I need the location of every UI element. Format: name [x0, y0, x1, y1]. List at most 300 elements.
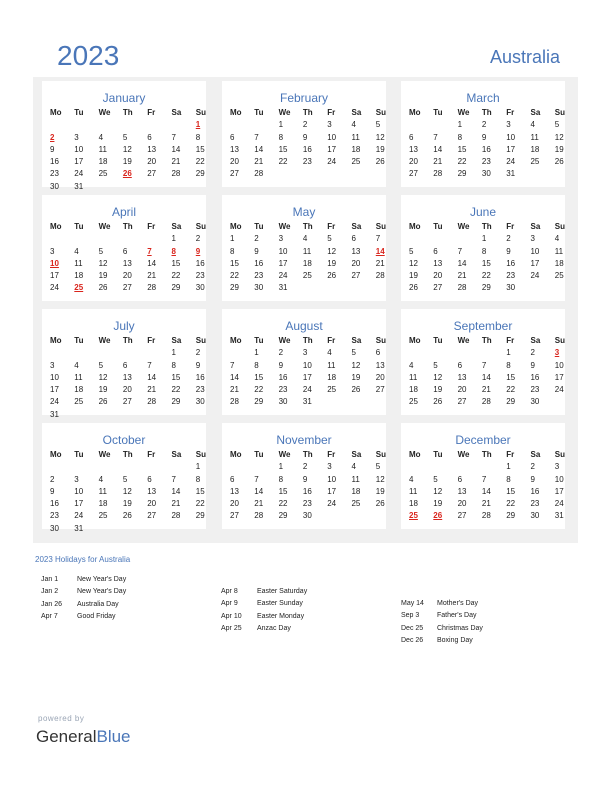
holiday-day-cell: 25	[409, 511, 418, 521]
day-cell: 26	[327, 271, 337, 281]
day-cell: 27	[375, 385, 385, 395]
weekday-header: We	[98, 222, 111, 231]
holiday-day-cell: 2	[50, 132, 55, 142]
day-cell: 18	[409, 385, 418, 395]
empty-day-cell	[123, 119, 147, 131]
day-cell: 24	[74, 169, 84, 179]
weekday-header: Tu	[74, 108, 84, 117]
day-cell: 29	[506, 397, 516, 407]
brand-blue-text: Blue	[96, 727, 131, 746]
day-cell: 19	[433, 499, 443, 509]
day-cell: 28	[254, 169, 264, 179]
day-cell: 6	[351, 234, 356, 244]
day-cell: 29	[195, 511, 205, 521]
day-cell: 20	[230, 157, 239, 167]
day-cell: 3	[554, 462, 560, 472]
day-cell: 29	[171, 283, 181, 293]
weekday-header: Mo	[409, 450, 421, 459]
day-cell: 1	[278, 462, 284, 472]
day-cell: 8	[254, 360, 259, 370]
day-cell: 18	[409, 499, 418, 509]
weekday-header: We	[457, 222, 470, 231]
day-cell: 29	[481, 283, 491, 293]
day-cell: 19	[375, 486, 385, 496]
holiday-date: Sep 3	[401, 612, 420, 620]
day-cell: 24	[327, 157, 337, 167]
weekday-header: Mo	[230, 336, 242, 345]
day-cell: 30	[506, 283, 516, 293]
day-cell: 23	[530, 385, 540, 395]
holiday-day-cell: 9	[195, 246, 201, 256]
day-cell: 27	[351, 271, 361, 281]
month-grid	[409, 449, 573, 523]
month-title: January	[102, 91, 146, 105]
day-cell: 28	[433, 169, 443, 179]
day-cell: 23	[254, 271, 264, 281]
day-cell: 12	[409, 258, 418, 268]
day-cell: 4	[530, 120, 535, 130]
day-cell: 19	[122, 499, 132, 509]
day-cell: 9	[278, 360, 284, 370]
weekday-header: Mo	[50, 108, 62, 117]
day-cell: 30	[481, 169, 491, 179]
day-cell: 6	[147, 474, 152, 484]
holiday-column-2	[221, 586, 307, 635]
day-cell: 17	[74, 157, 84, 167]
day-cell: 29	[254, 397, 264, 407]
weekday-header: Mo	[230, 222, 242, 231]
day-cell: 23	[50, 511, 59, 521]
day-cell: 24	[554, 385, 564, 395]
day-cell: 2	[195, 234, 201, 244]
day-cell: 22	[254, 385, 264, 395]
weekday-header: Mo	[50, 336, 62, 345]
empty-day-cell	[482, 347, 506, 359]
day-cell: 8	[278, 132, 284, 142]
day-cell: 22	[278, 499, 288, 509]
month-grid	[50, 221, 214, 295]
brand-general-text: General	[36, 727, 97, 746]
day-cell: 2	[481, 120, 487, 130]
day-cell: 10	[530, 246, 540, 256]
day-cell: 17	[506, 144, 516, 154]
day-cell: 21	[481, 499, 491, 509]
day-cell: 11	[351, 474, 360, 484]
holiday-date: Jan 26	[41, 600, 63, 608]
day-cell: 9	[254, 246, 259, 256]
day-cell: 5	[327, 234, 332, 244]
day-cell: 9	[302, 474, 308, 484]
empty-day-cell	[409, 233, 433, 245]
day-cell: 14	[433, 144, 443, 154]
holiday-day-cell: 7	[147, 246, 152, 256]
day-cell: 31	[74, 181, 84, 191]
weekday-header: Fr	[506, 450, 515, 459]
day-cell: 11	[302, 246, 312, 256]
weekday-header: Su	[375, 336, 387, 345]
day-cell: 14	[171, 486, 181, 496]
day-cell: 22	[171, 271, 181, 281]
day-cell: 24	[50, 283, 59, 293]
month-grid	[409, 335, 573, 409]
holiday-entry	[221, 611, 307, 623]
day-cell: 4	[98, 474, 104, 484]
holiday-date: Apr 10	[221, 612, 242, 620]
day-cell: 23	[195, 271, 205, 281]
empty-day-cell	[482, 461, 506, 473]
day-cell: 27	[147, 169, 157, 179]
day-cell: 29	[457, 169, 467, 179]
day-cell: 20	[375, 372, 385, 382]
empty-day-cell	[458, 347, 482, 359]
day-cell: 14	[230, 372, 239, 382]
day-cell: 22	[506, 385, 516, 395]
day-cell: 19	[375, 144, 385, 154]
day-cell: 7	[375, 234, 381, 244]
holiday-day-cell: 10	[50, 258, 59, 268]
month-title: February	[279, 91, 329, 105]
weekday-header: Fr	[327, 108, 336, 117]
weekday-header: Th	[122, 108, 133, 117]
day-cell: 25	[530, 157, 540, 167]
day-cell: 22	[506, 499, 516, 509]
empty-day-cell	[74, 233, 98, 245]
day-cell: 6	[230, 474, 235, 484]
day-cell: 26	[98, 283, 108, 293]
day-cell: 16	[506, 258, 516, 268]
holiday-entry	[41, 611, 126, 623]
day-cell: 12	[98, 258, 108, 268]
empty-day-cell	[147, 233, 171, 245]
day-cell: 29	[171, 397, 181, 407]
day-cell: 16	[530, 486, 540, 496]
weekday-header: Tu	[254, 336, 264, 345]
day-cell: 9	[50, 144, 55, 154]
empty-day-cell	[171, 119, 195, 131]
day-cell: 26	[375, 499, 385, 509]
weekday-header: Fr	[147, 222, 156, 231]
month-october	[42, 423, 207, 533]
day-cell: 17	[50, 385, 59, 395]
empty-day-cell	[433, 233, 457, 245]
holiday-date: Jan 1	[41, 576, 59, 583]
day-cell: 18	[327, 372, 337, 382]
day-cell: 2	[254, 234, 259, 244]
day-cell: 19	[433, 385, 443, 395]
day-cell: 10	[554, 474, 564, 484]
day-cell: 8	[481, 246, 487, 256]
empty-day-cell	[409, 119, 433, 131]
holidays-list-title: 2023 Holidays for Australia	[35, 555, 131, 564]
holiday-entry	[401, 598, 483, 610]
day-cell: 30	[302, 511, 312, 521]
day-cell: 5	[433, 474, 438, 484]
month-title: April	[111, 205, 136, 219]
holiday-entry	[401, 623, 483, 635]
weekday-header: We	[457, 450, 470, 459]
day-cell: 28	[171, 169, 181, 179]
day-cell: 31	[50, 409, 59, 419]
weekday-header: Sa	[171, 450, 182, 459]
holiday-date: Dec 25	[401, 624, 424, 632]
weekday-header: Th	[481, 108, 492, 117]
month-title: July	[113, 319, 135, 333]
day-cell: 5	[98, 360, 104, 370]
empty-day-cell	[99, 461, 123, 473]
day-cell: 16	[302, 144, 312, 154]
weekday-header: Fr	[506, 108, 515, 117]
weekday-header: Mo	[409, 108, 421, 117]
weekday-header: Fr	[506, 222, 515, 231]
day-cell: 22	[171, 385, 181, 395]
day-cell: 20	[122, 385, 132, 395]
day-cell: 26	[351, 385, 361, 395]
day-cell: 23	[302, 499, 312, 509]
day-cell: 10	[506, 132, 516, 142]
day-cell: 14	[254, 144, 264, 154]
month-title: October	[102, 433, 146, 447]
day-cell: 25	[302, 271, 312, 281]
day-cell: 7	[481, 360, 487, 370]
empty-day-cell	[123, 347, 147, 359]
day-cell: 30	[254, 283, 264, 293]
day-cell: 23	[530, 499, 540, 509]
day-cell: 21	[230, 385, 239, 395]
day-cell: 22	[481, 271, 491, 281]
month-grid	[50, 335, 214, 421]
day-cell: 19	[98, 385, 108, 395]
holiday-entry	[41, 574, 126, 586]
day-cell: 20	[433, 271, 443, 281]
month-grid	[409, 107, 573, 181]
month-grid	[409, 221, 573, 295]
day-cell: 15	[254, 372, 264, 382]
day-cell: 5	[554, 120, 560, 130]
weekday-header: Sa	[171, 222, 182, 231]
day-cell: 15	[506, 486, 516, 496]
day-cell: 17	[302, 372, 312, 382]
empty-day-cell	[171, 461, 195, 473]
day-cell: 12	[122, 144, 132, 154]
month-february	[222, 81, 386, 187]
day-cell: 31	[302, 397, 312, 407]
weekday-header: Su	[554, 222, 566, 231]
day-cell: 11	[554, 246, 564, 256]
month-grid	[50, 449, 214, 535]
day-cell: 8	[195, 132, 201, 142]
day-cell: 3	[327, 462, 332, 472]
weekday-header: Su	[554, 450, 566, 459]
holiday-entry	[221, 623, 307, 635]
month-title: November	[276, 433, 332, 447]
day-cell: 25	[351, 499, 361, 509]
day-cell: 15	[481, 258, 491, 268]
day-cell: 24	[506, 157, 516, 167]
day-cell: 9	[481, 132, 487, 142]
day-cell: 19	[351, 372, 361, 382]
empty-day-cell	[99, 119, 123, 131]
day-cell: 14	[457, 258, 467, 268]
weekday-header: Fr	[147, 450, 156, 459]
day-cell: 27	[433, 283, 443, 293]
day-cell: 15	[457, 144, 467, 154]
day-cell: 15	[278, 486, 288, 496]
day-cell: 23	[278, 385, 288, 395]
day-cell: 25	[74, 397, 84, 407]
day-cell: 4	[409, 474, 414, 484]
holiday-day-cell: 25	[74, 283, 84, 293]
holiday-name: Mother's Day	[437, 600, 479, 607]
empty-day-cell	[409, 461, 433, 473]
empty-day-cell	[50, 461, 74, 473]
day-cell: 9	[50, 486, 55, 496]
month-august	[222, 309, 386, 415]
day-cell: 2	[530, 348, 535, 358]
weekday-header: Tu	[433, 450, 443, 459]
weekday-header: Su	[195, 108, 207, 117]
day-cell: 4	[554, 234, 560, 244]
day-cell: 2	[278, 348, 284, 358]
weekday-header: We	[278, 108, 291, 117]
month-september	[401, 309, 565, 415]
day-cell: 5	[122, 132, 128, 142]
weekday-header: We	[98, 450, 111, 459]
day-cell: 18	[351, 144, 361, 154]
holiday-day-cell: 26	[122, 169, 132, 179]
day-cell: 13	[433, 258, 443, 268]
weekday-header: We	[457, 336, 470, 345]
weekday-header: Su	[195, 336, 207, 345]
day-cell: 27	[122, 283, 132, 293]
day-cell: 13	[147, 486, 157, 496]
day-cell: 14	[254, 486, 264, 496]
holiday-entry	[221, 598, 307, 610]
day-cell: 8	[506, 474, 511, 484]
weekday-header: Th	[302, 450, 313, 459]
day-cell: 21	[433, 157, 443, 167]
day-cell: 15	[195, 144, 205, 154]
day-cell: 4	[351, 462, 356, 472]
weekday-header: Sa	[351, 222, 362, 231]
holiday-name: Easter Monday	[257, 612, 305, 620]
day-cell: 11	[530, 132, 539, 142]
day-cell: 8	[171, 360, 176, 370]
weekday-header: Sa	[351, 450, 362, 459]
day-cell: 16	[50, 157, 59, 167]
day-cell: 17	[50, 271, 59, 281]
holiday-name: New Year's Day	[77, 588, 127, 596]
day-cell: 27	[230, 511, 239, 521]
day-cell: 10	[327, 474, 337, 484]
weekday-header: Su	[554, 108, 566, 117]
day-cell: 6	[230, 132, 235, 142]
day-cell: 8	[230, 246, 235, 256]
month-grid	[230, 107, 394, 181]
day-cell: 9	[530, 474, 535, 484]
day-cell: 6	[375, 348, 381, 358]
day-cell: 26	[433, 397, 443, 407]
day-cell: 7	[254, 132, 259, 142]
day-cell: 21	[171, 499, 181, 509]
day-cell: 18	[98, 157, 108, 167]
day-cell: 11	[409, 372, 418, 382]
weekday-header: Tu	[254, 450, 264, 459]
day-cell: 25	[98, 511, 108, 521]
day-cell: 4	[327, 348, 332, 358]
day-cell: 1	[230, 234, 235, 244]
empty-day-cell	[458, 233, 482, 245]
weekday-header: Fr	[327, 222, 336, 231]
weekday-header: We	[278, 336, 291, 345]
day-cell: 20	[147, 499, 157, 509]
day-cell: 22	[195, 499, 205, 509]
day-cell: 28	[457, 283, 467, 293]
empty-day-cell	[50, 119, 74, 131]
weekday-header: Th	[122, 450, 133, 459]
day-cell: 27	[457, 397, 467, 407]
day-cell: 1	[457, 120, 463, 130]
day-cell: 25	[554, 271, 564, 281]
day-cell: 13	[375, 360, 385, 370]
day-cell: 12	[375, 474, 385, 484]
weekday-header: Mo	[50, 222, 62, 231]
weekday-header: Fr	[147, 108, 156, 117]
day-cell: 6	[147, 132, 152, 142]
day-cell: 18	[302, 258, 312, 268]
weekday-header: Th	[302, 336, 313, 345]
holiday-entry	[401, 610, 483, 622]
empty-day-cell	[458, 461, 482, 473]
day-cell: 11	[74, 258, 83, 268]
day-cell: 13	[122, 258, 132, 268]
weekday-header: Th	[302, 222, 313, 231]
month-title: September	[453, 319, 513, 333]
month-title: May	[292, 205, 316, 219]
brand-logo[interactable]	[36, 727, 131, 747]
empty-day-cell	[147, 347, 171, 359]
day-cell: 19	[122, 157, 132, 167]
day-cell: 21	[375, 258, 385, 268]
month-grid	[230, 335, 394, 409]
holiday-name: New Year's Day	[77, 576, 127, 583]
day-cell: 15	[171, 258, 181, 268]
day-cell: 17	[327, 144, 337, 154]
day-cell: 28	[481, 511, 491, 521]
day-cell: 17	[530, 258, 540, 268]
day-cell: 15	[171, 372, 181, 382]
day-cell: 30	[278, 397, 288, 407]
month-july	[42, 309, 207, 419]
empty-day-cell	[74, 347, 98, 359]
day-cell: 7	[433, 132, 438, 142]
month-january	[42, 81, 207, 191]
day-cell: 10	[74, 486, 84, 496]
empty-day-cell	[433, 461, 457, 473]
month-title: December	[455, 433, 511, 447]
empty-day-cell	[230, 119, 254, 131]
day-cell: 10	[74, 144, 84, 154]
holiday-entry	[41, 586, 126, 598]
day-cell: 21	[254, 157, 264, 167]
day-cell: 20	[457, 499, 467, 509]
weekday-header: Sa	[351, 108, 362, 117]
holiday-day-cell: 8	[171, 246, 176, 256]
empty-day-cell	[50, 347, 74, 359]
holiday-name: Christmas Day	[437, 624, 483, 632]
day-cell: 4	[98, 132, 104, 142]
day-cell: 29	[506, 511, 516, 521]
holiday-name: Boxing Day	[437, 636, 473, 644]
